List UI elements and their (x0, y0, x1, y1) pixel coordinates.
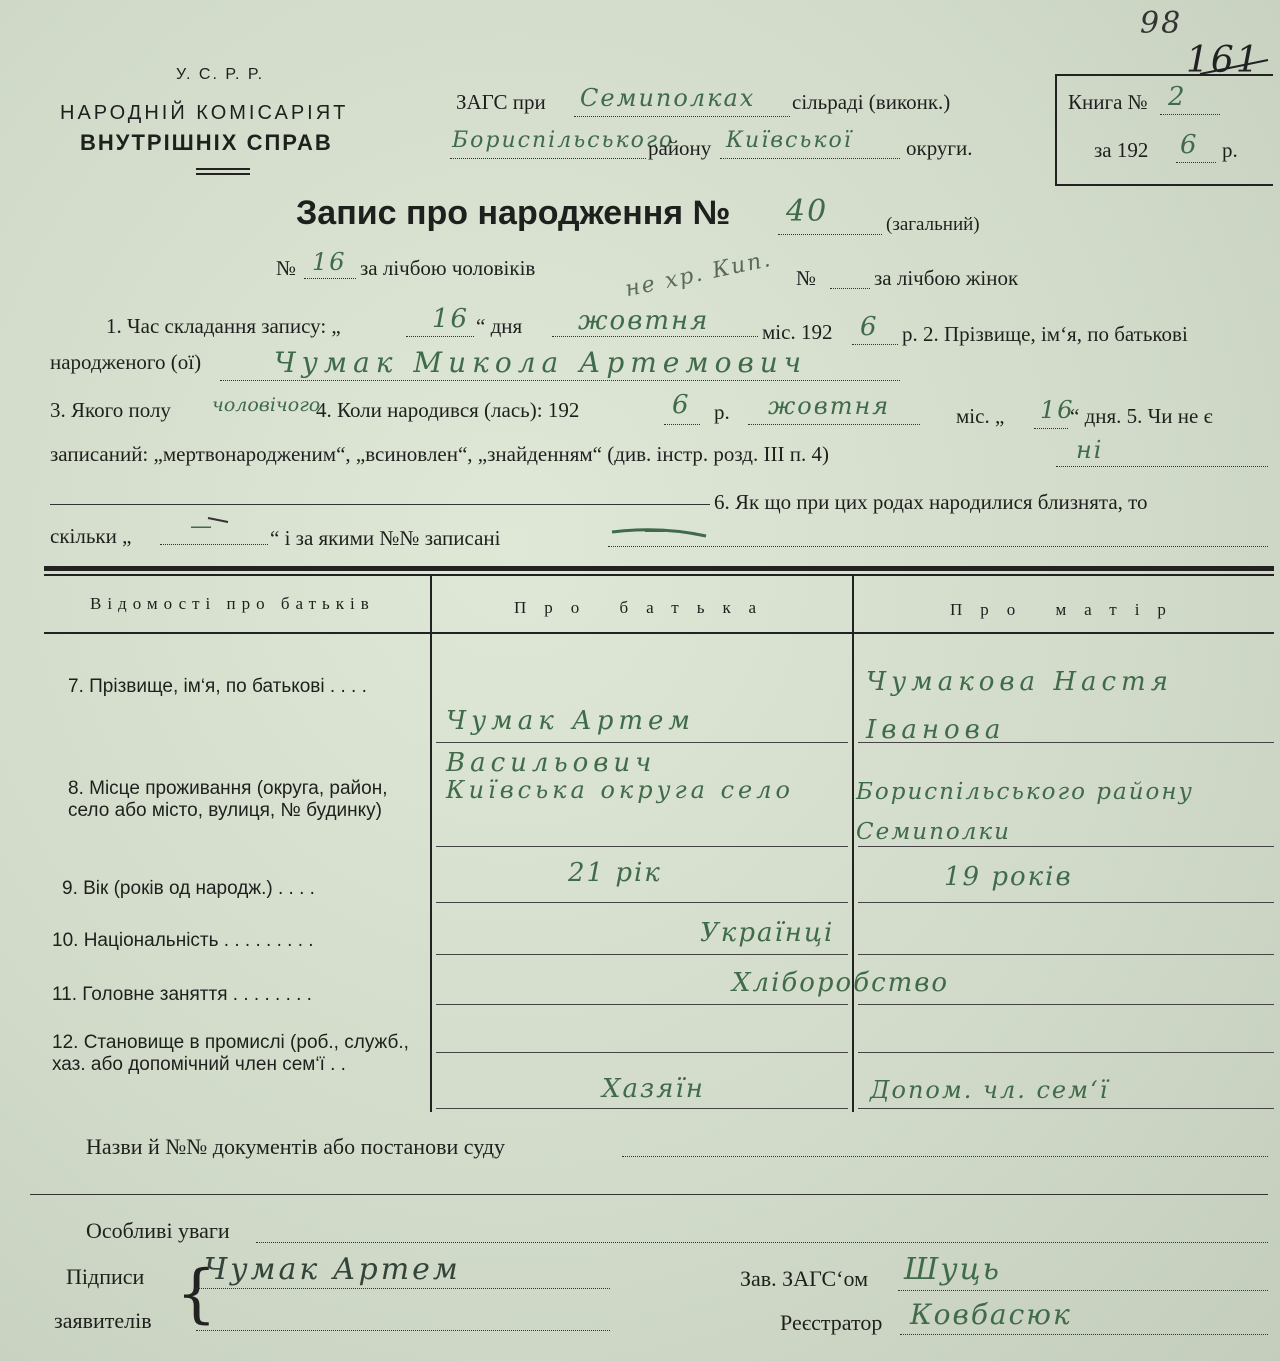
women-count-label: за лічбою жінок (874, 266, 1019, 290)
mother-status: Допом. чл. сем‘ї (870, 1076, 1110, 1104)
newborn-name: Чумак Микола Артемович (274, 346, 808, 379)
col-header-father: Про батька (514, 598, 775, 617)
father-occupation: Хліборобство (732, 968, 950, 998)
birth-year-digit: 6 (672, 390, 691, 420)
republic-label: У. С. Р. Р. (176, 66, 265, 83)
line6-b: “ і за якими №№ записані (270, 526, 501, 550)
zags-head-signature: Шуць (904, 1252, 1001, 1287)
father-name: Чумак Артем Васильович (446, 706, 695, 778)
commissariat-line2: ВНУТРІШНІХ СПРАВ (80, 130, 333, 155)
father-nationality: Українці (700, 918, 835, 948)
registrar-label: Реєстратор (780, 1310, 883, 1335)
men-count-label: за лічбою чоловіків (360, 256, 536, 280)
line1-day: 16 (432, 304, 470, 334)
page-title: Запис про народження № (296, 194, 731, 232)
line3-b: 4. Коли народився (лась): 192 (316, 398, 580, 422)
birth-month: жовтня (768, 392, 891, 420)
book-label: Книга № (1068, 90, 1148, 114)
line2-a: народженого (ої) (50, 350, 202, 374)
line1-b: “ дня (476, 314, 523, 338)
signatures-brace: { (176, 1257, 217, 1331)
line3-e: “ дня. 5. Чи не є (1070, 404, 1213, 428)
annotation: не хр. Кип. (623, 246, 775, 303)
line3-c: р. (714, 400, 730, 424)
birth-day: 16 (1040, 396, 1075, 424)
zags-okrug: Київської (726, 128, 853, 153)
commissariat-line1: НАРОДНІЙ КОМІСАРІЯТ (60, 102, 349, 124)
line4-a: записаний: „мертвонародженим“, „всиновлен“, „знайденням“ (див. інстр. розд. III п. 4) (50, 442, 829, 466)
sheet-number: 161 (1186, 40, 1261, 81)
line3-a: 3. Якого полу (50, 398, 171, 422)
col-header-mother: Про матір (950, 600, 1184, 619)
row-label-age: 9. Вік (років од народж.) . . . . (62, 878, 315, 899)
father-residence: Київська округа село (446, 776, 794, 804)
men-count-value: 16 (312, 248, 347, 276)
zags-head-label: Зав. ЗАГС‘ом (740, 1266, 869, 1291)
sex-value: чоловічого (212, 394, 321, 416)
documents-label: Назви й №№ документів або постанови суду (86, 1134, 506, 1159)
zags-district-label: району (648, 136, 712, 160)
archive-number: 98 (1140, 6, 1183, 41)
book-year-digit: 6 (1180, 130, 1199, 160)
row-label-nationality: 10. Національність . . . . . . . . . (52, 930, 314, 951)
mother-residence: Бориспільського району Семиполки (856, 779, 1194, 845)
row-label-status: 12. Становище в промислі (роб., служб., хаз. або допомічний член сем‘ї . . (52, 1032, 409, 1075)
book-year-label: за 192 (1094, 138, 1149, 162)
mother-name: Чумакова Настя Іванова (866, 667, 1173, 745)
registrar-signature: Ковбасюк (910, 1298, 1072, 1331)
women-count-prefix: № (796, 266, 817, 290)
row-label-occupation: 11. Головне заняття . . . . . . . . (52, 984, 312, 1005)
twins-count: — (190, 514, 214, 539)
book-number: 2 (1168, 82, 1187, 112)
father-status: Хазяїн (602, 1074, 705, 1104)
zags-district: Бориспільського (452, 128, 675, 153)
line1-a: 1. Час складання запису: „ (106, 314, 341, 338)
men-count-prefix: № (276, 256, 297, 280)
zags-village: Семиполках (580, 84, 756, 112)
stillborn-value: ні (1076, 436, 1104, 464)
mother-age: 19 років (944, 862, 1073, 892)
line1-year: 6 (860, 312, 879, 342)
line5-a: 6. Як що при цих родах народилися близнята, то (714, 490, 1148, 514)
signatures-label-2: заявителів (54, 1308, 152, 1333)
book-year-suffix: р. (1222, 138, 1238, 162)
line3-d: міс. „ (956, 404, 1005, 428)
line1-c: міс. 192 (762, 320, 833, 344)
zags-okrug-label: округи. (906, 136, 973, 160)
row-label-residence: 8. Місце проживання (округа, район, село або місто, вулиця, № будинку) (68, 778, 388, 821)
zags-prefix: ЗАГС при (456, 90, 546, 114)
applicant-signature: Чумак Артем (204, 1252, 461, 1287)
twins-numbers: — (644, 518, 668, 543)
record-number: 40 (786, 194, 829, 229)
line6-a: скільки „ (50, 524, 132, 548)
line1-month: жовтня (578, 306, 710, 336)
row-label-name: 7. Прізвище, ім‘я, по батькові . . . . (68, 676, 367, 697)
title-suffix: (загальний) (886, 214, 980, 235)
col-header-info: Відомості про батьків (90, 594, 375, 613)
father-age: 21 рік (568, 858, 662, 888)
zags-suffix: сільраді (виконк.) (792, 90, 951, 114)
line1-d: р. 2. Прізвище, ім‘я, по батькові (902, 322, 1188, 346)
signatures-label-1: Підписи (66, 1264, 145, 1289)
notes-label: Особливі уваги (86, 1218, 230, 1243)
